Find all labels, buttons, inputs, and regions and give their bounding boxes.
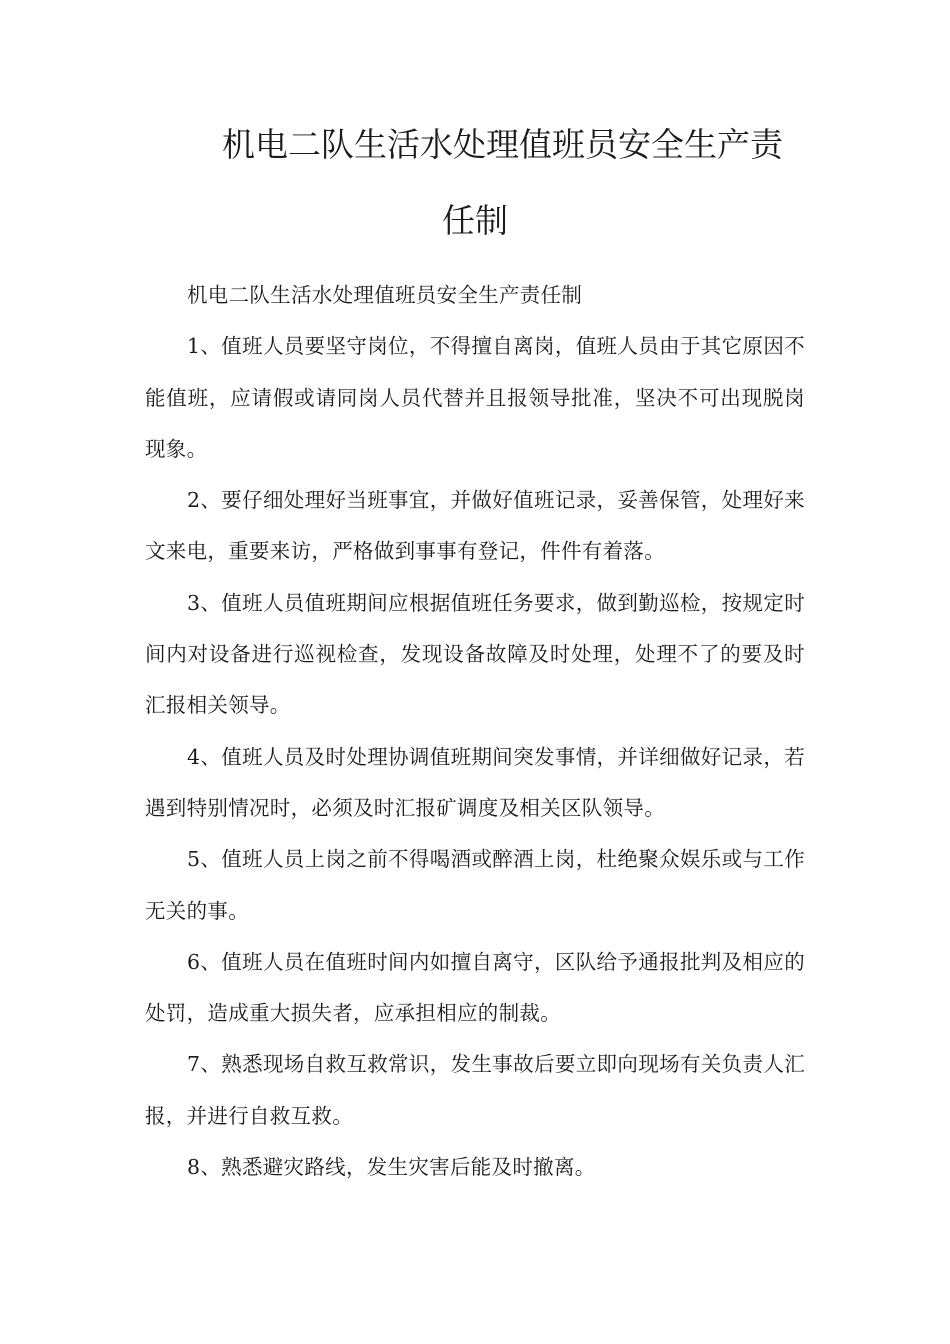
document-title-line-2: 任制 bbox=[442, 201, 508, 240]
rule-paragraph-7: 7、熟悉现场自救互救常识，发生事故后要立即向现场有关负责人汇报，并进行自救互救。 bbox=[145, 1052, 805, 1128]
document-body bbox=[145, 270, 805, 1193]
rule-paragraph-4: 4、值班人员及时处理协调值班期间突发事情，并详细做好记录，若遇到特别情况时，必须及时汇报矿调度及相关区队领导。 bbox=[145, 744, 805, 820]
rule-paragraph-2: 2、要仔细处理好当班事宜，并做好值班记录，妥善保管，处理好来文来电，重要来访，严格做到事事有登记，件件有着落。 bbox=[145, 488, 805, 564]
rule-paragraph-6: 6、值班人员在值班时间内如擅自离守，区队给予通报批判及相应的处罚，造成重大损失者，应承担相应的制裁。 bbox=[145, 949, 805, 1026]
body-heading-paragraph: 机电二队生活水处理值班员安全生产责任制 bbox=[187, 283, 583, 307]
rule-paragraph-1: 1、值班人员要坚守岗位，不得擅自离岗，值班人员由于其它原因不能值班，应请假或请同岗人员代替并且报领导批准，坚决不可出现脱岗现象。 bbox=[145, 334, 805, 461]
rule-paragraph-8: 8、熟悉避灾路线，发生灾害后能及时撤离。 bbox=[187, 1155, 596, 1180]
rule-paragraph-3: 3、值班人员值班期间应根据值班任务要求，做到勤巡检，按规定时间内对设备进行巡视检查，发现设备故障及时处理，处理不了的要及时汇报相关领导。 bbox=[145, 590, 805, 718]
rule-paragraph-5: 5、值班人员上岗之前不得喝酒或醉酒上岗，杜绝聚众娱乐或与工作无关的事。 bbox=[145, 847, 805, 923]
document-title-line-1: 机电二队生活水处理值班员安全生产责 bbox=[222, 125, 783, 164]
